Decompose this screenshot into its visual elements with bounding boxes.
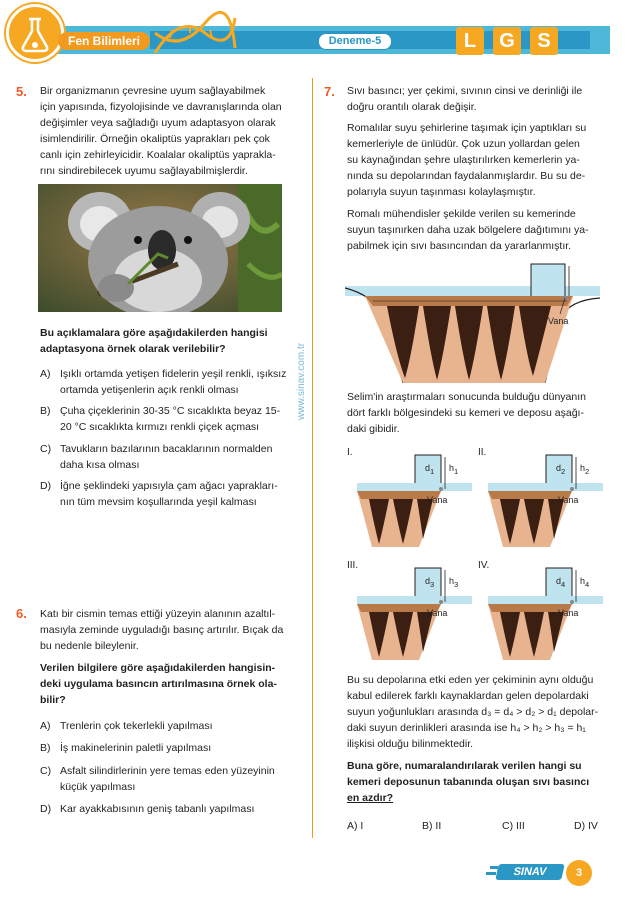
q6-option-b[interactable]: B) İş makinelerinin paletli yapılması <box>40 742 212 754</box>
figure-III-density: $d_3$ <box>425 576 435 589</box>
q5-text: Bir organizmanın çevresine uyum sağlayabilmek için yapısında, fizyolojisinde ve davranışlarında olan değişimler veya sağladığı uyum adaptasyon olarak isimlendirilir. Örneğin okaliptüs yaprakları pek çok canlı için zehirleyicidir. Koalalar okaliptüs yaprakla- rını sindirebilecek uyumu sağlayabilmişlerdir. <box>40 85 282 177</box>
exam-name: Deneme-5 <box>318 33 392 50</box>
figure-I-valve: Vana <box>427 495 448 505</box>
q6-option-a[interactable]: A) Trenlerin çok tekerlekli yapılması <box>40 720 213 732</box>
q7-para3: Romalı mühendisler şekilde verilen su kemerinde suyun taşınırken daha uzak bölgelere dağıtımını ya- pabilmek için sıvı basıncından da yararlanmıştır. <box>347 208 589 252</box>
q6-text: Katı bir cismin temas ettiği yüzeyin alanının azaltıl- masıyla zeminde uyguladığı basınç artırılır. Bıçak da bu nedenle bileylenir. <box>40 608 284 652</box>
q6-question: Verilen bilgilere göre aşağıdakilerden hangisin- deki uygulama basıncın artırılmasına örnek ola- bilir? <box>40 662 277 706</box>
page-number: 3 <box>566 860 592 886</box>
figure-III-valve: Vana <box>427 608 448 618</box>
lgs-letter-s: S <box>530 27 558 55</box>
subject-title: Fen Bilimleri <box>58 32 150 50</box>
q7-number: 7. <box>324 84 335 99</box>
figure-IV-density: $d_4$ <box>556 576 566 589</box>
q7-para4: Selim'in araştırmaları sonucunda bulduğu dünyanın dört farklı bölgesindeki su kemeri ve deposu aşağı- daki gibidir. <box>347 391 586 435</box>
figure-II-height: $h_2$ <box>580 463 590 476</box>
q6-option-d[interactable]: D) Kar ayakkabısının geniş tabanlı yapılması <box>40 803 255 815</box>
figure-I <box>347 447 472 552</box>
q5-option-a[interactable]: A) Işıklı ortamda yetişen fidelerin yeşil renkli, ışıksız ortamda yetişenlerin açık renkli olması <box>40 368 287 396</box>
q7-para5: Bu su depolarına etki eden yer çekiminin aynı olduğu kabul edilerek farklı kaynaklardan gelen depolardaki suyun yoğunlukları arasında d₃ = d₄ > d₂ > d₁ depolar- daki suyun derinlikleri arasında ise h₄ > h₂ > h₃ = h₁ ilişkisi olduğu bilinmektedir. <box>347 674 599 750</box>
lgs-letter-l: L <box>456 27 484 55</box>
q7-para1: Sıvı basıncı; yer çekimi, sıvının cinsi ve derinliği ile doğru orantılı olarak değişir. <box>347 85 583 113</box>
q6-option-c[interactable]: C) Asfalt silindirlerinin yere temas eden yüzeyinin küçük yapılması <box>40 765 275 793</box>
q6-number: 6. <box>16 606 27 621</box>
figure-IV <box>478 560 603 665</box>
figure-III-label: III. <box>347 560 359 571</box>
q7-question: Buna göre, numaralandırılarak verilen hangi su kemeri deposunun tabanında oluşan sıvı basıncı en azdır? <box>347 760 590 804</box>
q7-option-c[interactable]: C) III <box>502 820 525 832</box>
figure-III <box>347 560 472 665</box>
figure-IV-label: IV. <box>478 560 490 571</box>
figure-II-label: II. <box>478 447 487 458</box>
q5-option-c[interactable]: C) Tavukların bazılarının bacaklarının normalden daha kısa olması <box>40 443 273 471</box>
lgs-letter-g: G <box>493 27 521 55</box>
footer-stripe <box>486 872 496 875</box>
figure-IV-height: $h_4$ <box>580 576 590 589</box>
figure-I-label: I. <box>347 447 353 458</box>
column-divider <box>312 78 313 838</box>
dna-icon <box>150 8 240 58</box>
figure-IV-valve: Vana <box>558 608 579 618</box>
brand-logo: SINAV <box>495 864 564 880</box>
q7-para2: Romalılar suyu şehirlerine taşımak için yaptıkları su kemerleriyle de ünlüdür. Çok uzun yollardan gelen su kaynağından şehre ulaştırılırken kemerlerin ya- nında su depolarından faydalanmışlardır. Bu su de- polarıyla suyun taşınması kolaylaşmıştır. <box>347 122 587 198</box>
figure-II-valve: Vana <box>558 495 579 505</box>
koala-photo <box>38 184 282 312</box>
q5-number: 5. <box>16 84 27 99</box>
q5-option-b[interactable]: B) Çuha çiçeklerinin 30-35 °C sıcaklıkta beyaz 15- 20 °C sıcaklıkta kırmızı renkli çiçek açması <box>40 405 281 433</box>
flask-logo-icon <box>6 4 64 62</box>
q7-option-b[interactable]: B) II <box>422 820 442 832</box>
q5-question: Bu açıklamalara göre aşağıdakilerden hangisi adaptasyona örnek olarak verilebilir? <box>40 327 268 355</box>
main-valve-label: Vana <box>548 316 569 326</box>
figure-II-density: $d_2$ <box>556 463 566 476</box>
figure-III-height: $h_3$ <box>449 576 459 589</box>
figure-I-height: $h_1$ <box>449 463 459 476</box>
figure-II <box>478 447 603 552</box>
side-website: www.sinav.com.tr <box>296 342 307 420</box>
figure-I-density: $d_1$ <box>425 463 435 476</box>
q7-option-a[interactable]: A) I <box>347 820 364 832</box>
q7-option-d[interactable]: D) IV <box>574 820 598 832</box>
q5-option-d[interactable]: D) İğne şeklindeki yapısıyla çam ağacı yaprakları- nın tüm mevsim koşullarında yeşil kalması <box>40 480 278 508</box>
